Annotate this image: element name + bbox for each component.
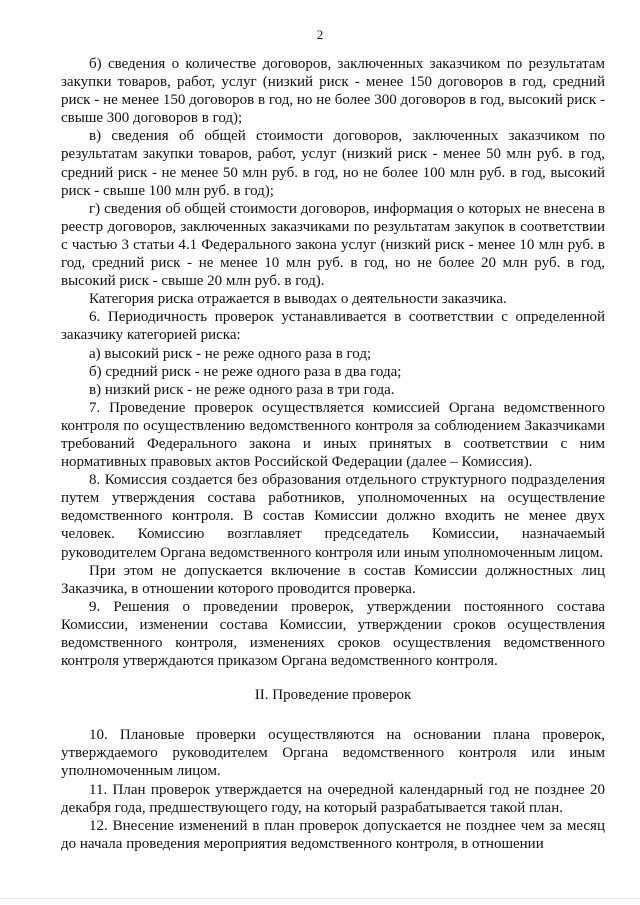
paragraph-10: 10. Плановые проверки осуществляются на основании плана проверок, утверждаемого руководителем Органа ведомственного контроля или иным уполномоченным лицом. [61,727,605,780]
paragraph-11: 11. План проверок утверждается на очередной календарный год не позднее 20 декабря года, предшествующего году, на который разрабатывается такой план. [61,781,605,816]
paragraph-risk-unregistered-contracts: г) сведения об общей стоимости договоров, информация о которых не внесена в реестр договоров, заключенных заказчиками по результатам закупок в соответствии с частью 3 статьи 4.1 Федерального закона услуг (низкий риск - менее 10 млн руб. в год, средний риск - не менее 10 млн руб. в год, но не более 20 млн руб. в год, высокий риск - свыше 20 млн руб. в год). [61,200,605,290]
paragraph-risk-contract-value: в) сведения об общей стоимости договоров, заключенных заказчиком по результатам закупки товаров, работ, услуг (низкий риск - менее 50 млн руб. в год, средний риск - не менее 50 млн руб. в год, но не более 100 млн руб. в год, высокий риск - свыше 100 млн руб. в год); [61,128,605,199]
paragraph-9: 9. Решения о проведении проверок, утверждении постоянного состава Комиссии, изменении состава Комиссии, утверждении сроков осуществления ведомственного контроля, изменениях сроков осуществления ведомственного контроля утверждаются приказом Органа ведомственного контроля. [61,598,605,670]
scan-edge-divider [0,898,640,899]
page-number: 2 [316,27,324,42]
paragraph-6v: в) низкий риск - не реже одного раза в три года. [89,381,395,398]
paragraph-8: 8. Комиссия создается без образования отдельного структурного подразделения путем утверждения состава работников, уполномоченных на осуществление ведомственного контроля. В состав Комиссии должно входить не менее двух человек. Комиссию возглавляет председатель Комиссии, назначаемый руководителем Органа ведомственного контроля или иным уполномоченным лицом. [61,472,605,561]
section-heading: II. Проведение проверок [254,687,412,704]
paragraph-6a: а) высокий риск - не реже одного раза в год; [89,345,372,362]
paragraph-6: 6. Периодичность проверок устанавливается в соответствии с определенной заказчику категорией риска: [61,309,605,344]
paragraph-12: 12. Внесение изменений в план проверок допускается не позднее чем за месяц до начала проведения мероприятия ведомственного контроля, в отношении [61,817,605,852]
paragraph-6b: б) средний риск - не реже одного раза в два года; [89,363,402,380]
paragraph-risk-category: Категория риска отражается в выводах о деятельности заказчика. [89,291,507,308]
paragraph-8-note: При этом не допускается включение в состав Комиссии должностных лиц Заказчика, в отношении которого проводится проверка. [61,562,605,597]
paragraph-risk-contract-count: б) сведения о количестве договоров, заключенных заказчиком по результатам закупки товаров, работ, услуг (низкий риск - менее 150 договоров в год, средний риск - не менее 150 договоров в год, но не более 300 договоров в год, высокий риск - свыше 300 договоров в год); [61,56,605,127]
paragraph-7: 7. Проведение проверок осуществляется комиссией Органа ведомственного контроля по осуществлению ведомственного контроля за соблюдением Заказчиками требований Федерального закона и иных принятых в соответствии с ним нормативных правовых актов Российской Федерации (далее – Комиссия). [61,399,605,471]
document-body [61,55,605,853]
